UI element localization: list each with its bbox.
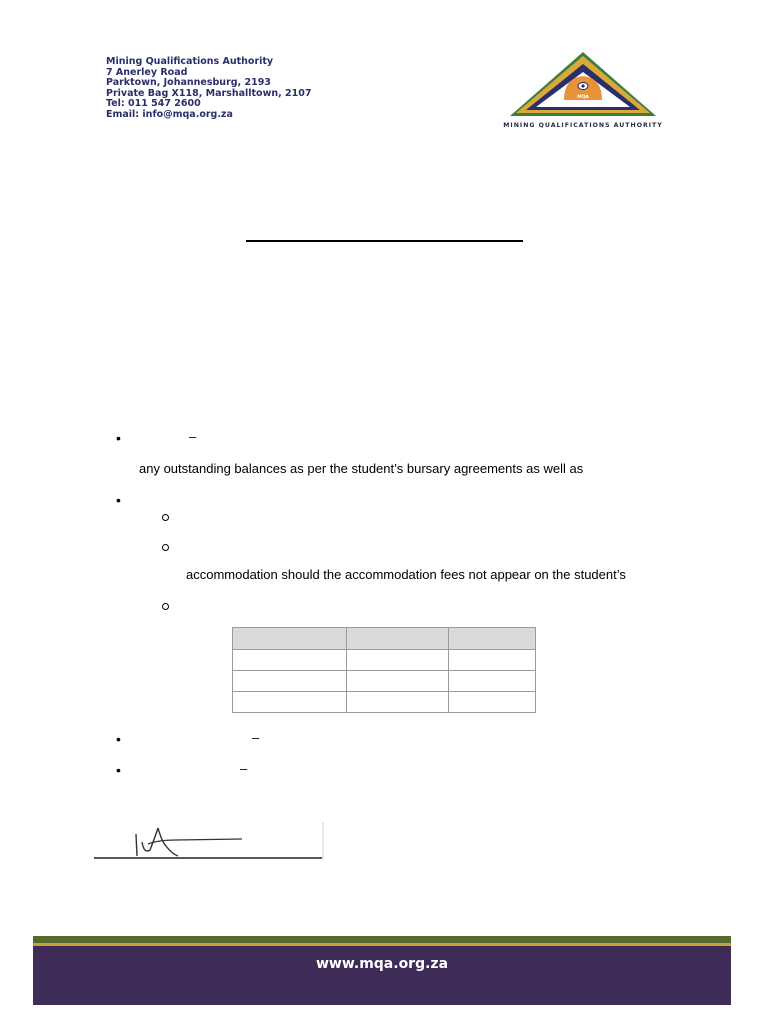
postal-address: Private Bag X118, Marshalltown, 2107 <box>106 87 312 99</box>
signature-image <box>92 820 326 864</box>
table-cell <box>449 671 536 692</box>
bullet-2: • <box>116 492 121 508</box>
table-cell <box>449 628 536 650</box>
dash-1: – <box>189 429 197 444</box>
table-cell <box>449 692 536 713</box>
org-name: Mining Qualifications Authority <box>106 56 274 67</box>
sub-bullet-1 <box>162 514 169 521</box>
table-cell <box>233 692 347 713</box>
table-cell <box>233 650 347 671</box>
dash-4: – <box>240 761 248 776</box>
table-cell <box>347 628 449 650</box>
footer-website-url: www.mqa.org.za <box>315 956 449 972</box>
bullet-1: • <box>116 430 121 446</box>
table-cell <box>233 628 347 650</box>
footer-green-stripe <box>33 936 731 943</box>
bullet-4: • <box>116 762 121 778</box>
table-cell <box>347 692 449 713</box>
bullet-3: • <box>116 731 121 747</box>
logo-caption: MINING QUALIFICATIONS AUTHORITY <box>503 122 663 129</box>
email: Email: info@mqa.org.za <box>106 108 233 120</box>
letterhead-address <box>106 57 311 121</box>
body-line-2: accommodation should the accommodation fees not appear on the student’s <box>186 567 626 582</box>
body-line-1: any outstanding balances as per the student’s bursary agreements as well as <box>139 461 584 476</box>
table-cell <box>449 650 536 671</box>
table-row <box>233 650 536 671</box>
table-header-row <box>233 628 536 650</box>
table-cell <box>347 671 449 692</box>
dash-3: – <box>252 730 260 745</box>
title-underline <box>246 240 523 242</box>
street-address: 7 Anerley Road <box>106 66 188 78</box>
sub-bullet-2 <box>162 544 169 551</box>
sub-bullet-3 <box>162 603 169 610</box>
telephone: Tel: 011 547 2600 <box>106 98 201 110</box>
footer-band <box>33 946 731 1005</box>
fee-table <box>232 627 536 713</box>
table-row <box>233 671 536 692</box>
table-cell <box>347 650 449 671</box>
logo-badge: MQA <box>577 95 589 100</box>
table-cell <box>233 671 347 692</box>
table-row <box>233 692 536 713</box>
city-address: Parktown, Johannesburg, 2193 <box>106 77 271 89</box>
